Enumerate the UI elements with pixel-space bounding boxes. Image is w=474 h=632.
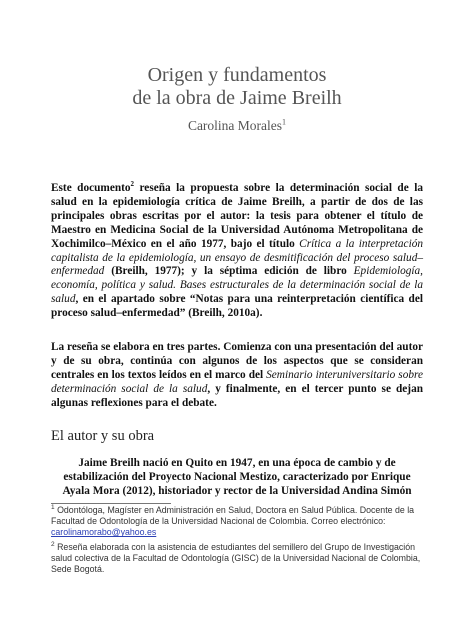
para1-text-1: Este documento: [51, 182, 131, 194]
para1-text-2: reseña la propuesta sobre la determinación social de la salud en la epidemiología crítica de Jaime Breilh, a partir de dos de las principales obras escritas por el autor: la tesis para obtener el título de Maestro en Medicina Social de la Universidad Autónoma Metropolitana de Xochimilco–México en el año 1977, bajo el título: [51, 182, 423, 250]
footnote-1-text: Odontóloga, Magíster en Administración en Salud, Doctora en Salud Pública. Docente de la Facultad de Odontología de la Universidad Nacional de Colombia. Correo electrónico:: [51, 505, 415, 527]
author-name: [0, 118, 474, 134]
para1-book-title-1: Crítica a la interpretación capitalista de la epidemiología, un ensayo de desmitificación del proceso salud–enfermedad: [51, 237, 423, 278]
para2-text-2: , y finalmente, en el tercer punto se dejan algunas reflexiones para el debate.: [51, 382, 423, 409]
title-line-2: de la obra de Jaime Breilh: [132, 87, 342, 109]
paragraph-intro: [51, 182, 423, 321]
email-link[interactable]: carolinamorabo@yahoo.es: [51, 527, 157, 538]
author-text: Carolina Morales: [187, 118, 283, 133]
title-line-1: Origen y fundamentos: [147, 64, 327, 86]
author-footnote-mark[interactable]: 1: [282, 117, 287, 127]
footnote-1: [51, 505, 423, 539]
para1-text-4: , en el apartado sobre “Notas para una reinterpretación científica del proceso salud–enfermedad” (Breilh, 2010a).: [51, 293, 423, 320]
footnote-mark-2[interactable]: 2: [130, 180, 135, 189]
section-heading: El autor y su obra: [51, 428, 155, 444]
para1-text-3: (Breilh, 1977); y la séptima edición de libro: [104, 265, 354, 278]
footnote-1-number: 1: [51, 504, 55, 512]
footnote-divider: [51, 503, 171, 504]
para2-seminar-title: Seminario interuniversitario sobre determinación social de la salud: [51, 368, 423, 395]
document-title: [0, 64, 474, 110]
paragraph-structure: [51, 341, 423, 411]
para1-book-title-2: Epidemiología, economía, política y salud. Bases estructurales de la determinación social de la salud: [51, 265, 423, 306]
footnote-2-number: 2: [51, 541, 55, 549]
footnote-2: [51, 542, 423, 576]
footnote-2-text: Reseña elaborada con la asistencia de estudiantes del semillero del Grupo de Investigación salud colectiva de la Facultad de Odontología (GISC) de la Universidad Nacional de Colombia, Sede Bogotá.: [51, 542, 421, 575]
para2-text-1: La reseña se elabora en tres partes. Comienza con una presentación del autor y de su obra, continúa con algunos de los aspectos que se consideran centrales en los textos leídos en el marco del: [51, 341, 423, 381]
paragraph-author-bio: Jaime Breilh nació en Quito en 1947, en una época de cambio y de estabilización del Proyecto Nacional Mestizo, caracterizado por Enrique Ayala Mora (2012), historiador y rector de la Universidad Andina Simón: [62, 457, 412, 497]
